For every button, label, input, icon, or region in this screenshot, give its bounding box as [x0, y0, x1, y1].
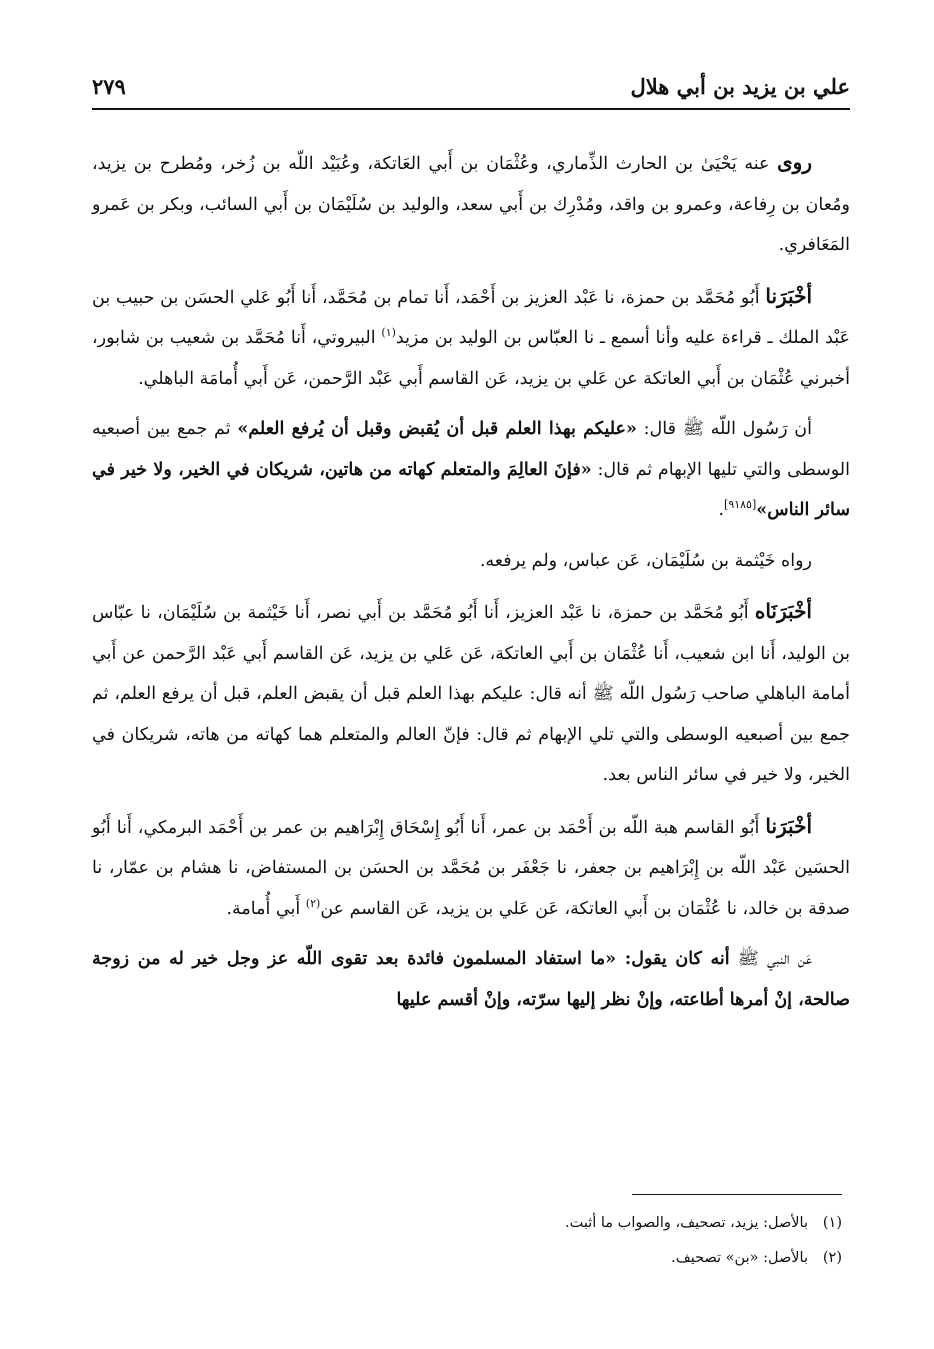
footnote-divider — [632, 1194, 842, 1195]
paragraph-isnad-3 — [92, 806, 850, 930]
paragraph-text: أَبي أُمامة. — [226, 898, 306, 919]
paragraph-riwaya — [92, 541, 850, 582]
page-header — [92, 68, 850, 110]
paragraph-text: رواه خَيْثمة بن سُلَيْمَان، عَن عباس، ولم يرفعه. — [479, 550, 812, 571]
hadith-quote: أنه كان يقول: «ما استفاد المسلمون فائدة بعد تقوى اللّه عز وجل خير له من زوجة صالحة، إنْ أمرها أطاعته، وإنْ نظر إليها سرّته، وإنْ أقسم عليها — [92, 949, 850, 1010]
hadith-quote: «عليكم بهذا العلم قبل أن يُقبض وقبل أن يُرفع العلم» — [237, 419, 637, 439]
running-title: علي بن يزيد بن أبي هلال — [630, 74, 850, 99]
paragraph-hadith-2 — [92, 939, 850, 1020]
paragraph-isnad-1 — [92, 276, 850, 400]
footnote-reference: (١) — [381, 326, 396, 340]
lead-word: روى — [777, 150, 812, 174]
hadith-number: [٩١٨٥] — [724, 498, 757, 512]
paragraph-narrators — [92, 142, 850, 266]
footnote-item — [84, 1206, 842, 1241]
paragraph-text: البيروتي، أَنا مُحَمَّد بن شعيب بن شابور، أخبرني عُثْمَان بن أَبي العاتكة عن عَلي بن يزيد، عَن القاسم أَبي عَبْد الرَّحمن، عَن أَبي أُمامَة الباهلي. — [92, 328, 850, 389]
paragraph-isnad-2 — [92, 591, 850, 796]
footnote-text: بالأصل: يزيد، تصحيف، والصواب ما أثبت. — [564, 1215, 808, 1231]
paragraph-text: أن رَسُول اللّه ﷺ قال: — [636, 419, 813, 439]
footnote-reference: (٢) — [305, 896, 321, 910]
paragraph-text: أَبُو القاسم هبة اللّه بن أَحْمَد بن عمر، أَنا أَبُو إِسْحَاق إِبْرَاهيم بن عمر بن أَحْمَد البرمكي، أَنا أَبُو الحسَين عَبْد اللّه بن إِبْرَاهيم بن جعفر، نا جَعْفَر بن مُحَمَّد بن الحسَن بن المستفاض، نا هشام بن عمّار، نا صدقة بن خالد، نا عُثْمَان بن أَبي العاتكة، عَن عَلي بن يزيد، عَن القاسم عن — [92, 817, 850, 919]
lead-word: أخْبَرَنا — [765, 283, 812, 308]
footnote-item — [84, 1241, 842, 1276]
paragraph-text: أَبُو مُحَمَّد بن حمزة، نا عَبْد العزيز بن أَحْمَد، أَنا تمام بن مُحَمَّد، أَنا أَبُو عَلي الحسَن بن حبيب بن عَبْد الملك ـ قراءة عليه وأنا أسمع ـ نا العبّاس بن الوليد بن مزيد — [92, 287, 850, 348]
footnote-text: بالأصل: «بن» تصحيف. — [671, 1250, 808, 1266]
page-number: ٢٧٩ — [92, 74, 126, 99]
paragraph-text: عنه يَحْيَىٰ بن الحارث الذِّماري، وعُثْمَان بن أَبي العَاتكة، وعُبَيْد اللّه بن زُخر، ومُطرح بن يزيد، ومُعان بن رِفاعة، وعمرو بن واقد، ومُدْرِك بن أَبي سعد، والوليد بن سُلَيْمَان بن أَبي السائب، وبكر بن عَمرو المَعَافري. — [92, 154, 850, 255]
paragraph-text: أَبُو مُحَمَّد بن حمزة، نا عَبْد العزيز، أَنا أَبُو مُحَمَّد بن أَبي نصر، أَنا خَيْثمة بن سُلَيْمَان، نا عبّاس بن الوليد، أَنا ابن شعيب، أَنا عُثْمَان بن أَبي العاتكة، عَن عَلي بن يزيد، عَن القاسم أَبي عَبْد الرَّحمن عن أَبي أمامة الباهلي صاحب رَسُول اللّه ﷺ أنه قال: عليكم بهذا العلم قبل أن يقبض العلم، قبل أن يرفع العلم، ثم جمع بين أصبعيه الوسطى والتي تلي الإبهام ثم قال: فإنّ العالم والمتعلم هما كهاته من هاته، شريكان في الخير، ولا خير في سائر الناس بعد. — [92, 603, 850, 785]
footnote-number: (٢) — [822, 1250, 842, 1266]
footnotes — [84, 1206, 842, 1276]
hadith-quote: «فإنَ العالِمَ والمتعلم كهاته من هاتين، شريكان في الخير، ولا خير في سائر الناس» — [92, 459, 850, 520]
paragraph-text: عَن النبي ﷺ — [729, 949, 812, 969]
paragraph-text: ثم جمع بين أصبعيه الوسطى والتي تليها الإبهام ثم قال: — [92, 419, 850, 480]
footnote-number: (١) — [822, 1215, 842, 1231]
main-text — [92, 142, 850, 1030]
paragraph-text: . — [718, 500, 725, 520]
paragraph-hadith-1 — [92, 409, 850, 531]
lead-word: أخْبَرَنَاه — [754, 599, 812, 623]
lead-word: أخْبَرَنا — [765, 813, 812, 838]
